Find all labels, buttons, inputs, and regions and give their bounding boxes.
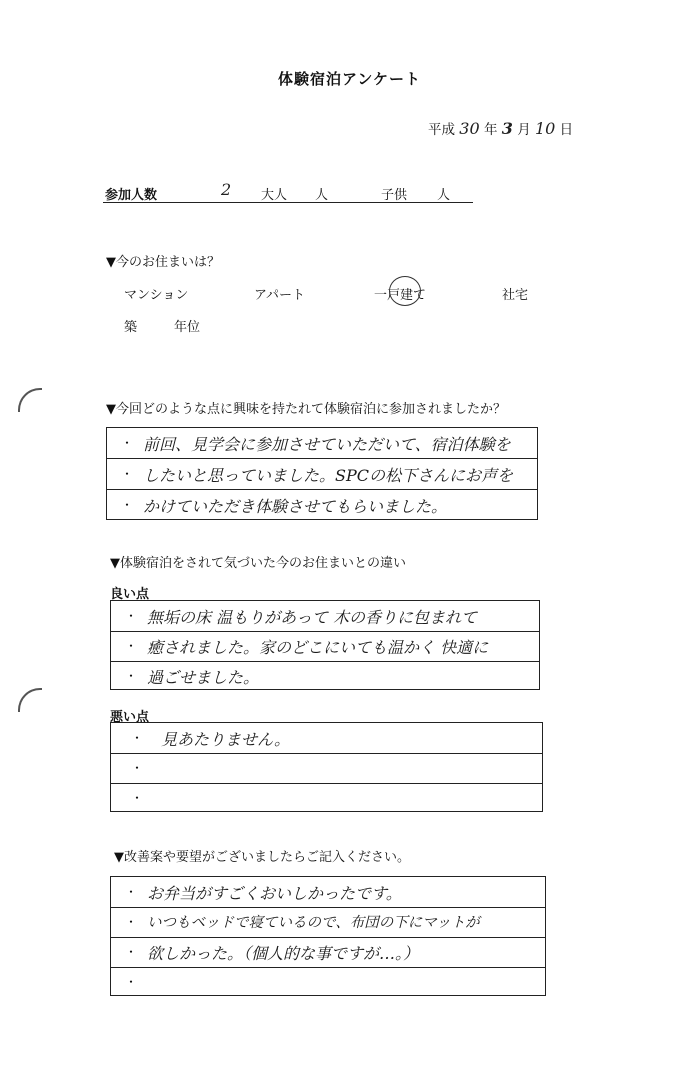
selected-option-circle: [389, 276, 421, 306]
children-label: 子供: [381, 188, 408, 203]
date-month: 3: [501, 119, 513, 138]
answer-text: 過ごせました。: [147, 668, 260, 687]
option-company-house: 社宅: [502, 288, 529, 303]
answer-line: [111, 631, 539, 662]
answer-box-good: [110, 600, 540, 690]
answer-line: [111, 907, 545, 938]
participants-label: 参加人数: [105, 188, 158, 203]
date-day: 10: [534, 119, 556, 138]
bullet: ・: [131, 731, 144, 745]
question-differences: ▼体験宿泊をされて気づいた今のお住まいとの違い: [110, 556, 406, 571]
date-day-unit: 日: [559, 122, 574, 138]
answer-text: 欲しかった。（個人的な事ですが…。）: [147, 944, 420, 963]
answer-line: [107, 459, 537, 490]
question-residence: ▼今のお住まいは？: [106, 255, 220, 270]
good-points-label: 良い点: [110, 587, 150, 602]
answer-line: [111, 753, 542, 784]
page-title: 体験宿泊アンケート: [277, 70, 422, 88]
answer-text: 見あたりません。: [161, 730, 290, 749]
date-year-unit: 年: [483, 122, 498, 138]
answer-line: [111, 601, 539, 632]
bad-points-label: 悪い点: [110, 710, 150, 725]
bullet: ・: [125, 915, 138, 929]
answer-box-requests: [110, 876, 546, 996]
date-year: 30: [459, 119, 480, 138]
answer-line: [107, 490, 537, 521]
answer-text: 無垢の床 温もりがあって 木の香りに包まれて: [147, 608, 478, 627]
bullet: ・: [125, 945, 138, 959]
answer-line: [111, 937, 545, 968]
answer-line: [111, 661, 539, 692]
answer-line: [111, 967, 545, 998]
answer-text: したいと思っていました。SPCの松下さんにお声を: [143, 466, 513, 485]
question-requests: ▼改善案や要望がございましたらご記入ください。: [114, 850, 410, 865]
bullet: ・: [121, 467, 134, 481]
bullet: ・: [125, 975, 138, 989]
answer-text: 癒されました。家のどこにいても温かく 快適に: [147, 638, 489, 657]
answer-text: かけていただき体験させてもらいました。: [143, 497, 448, 516]
building-age-label: 築: [124, 320, 138, 335]
answer-line: [111, 877, 545, 908]
question-interest: ▼今回どのような点に興味を持たれて体験宿泊に参加されましたか？: [106, 402, 506, 417]
bullet: ・: [131, 791, 144, 805]
children-unit: 人: [437, 188, 451, 203]
answer-text: いつもベッドで寝ているので、布団の下にマットが: [147, 915, 480, 931]
date-era: 平成: [428, 122, 455, 138]
option-mansion: マンション: [124, 288, 189, 303]
option-house: 一戸建て: [374, 288, 427, 303]
adults-unit: 人: [315, 188, 329, 203]
bullet: ・: [125, 669, 138, 683]
participants-line: [103, 180, 473, 203]
adults-label: 大人: [261, 188, 288, 203]
hole-punch-mark: [18, 688, 42, 712]
bullet: ・: [121, 498, 134, 512]
answer-line: [107, 428, 537, 459]
answer-box-interest: [106, 427, 538, 520]
answer-box-bad: [110, 722, 543, 812]
building-age-unit: 年位: [174, 320, 201, 335]
date-line: [428, 118, 573, 138]
bullet: ・: [125, 885, 138, 899]
option-apartment: アパート: [254, 288, 305, 303]
bullet: ・: [125, 639, 138, 653]
answer-text: お弁当がすごくおいしかったです。: [147, 884, 402, 903]
hole-punch-mark: [18, 388, 42, 412]
bullet: ・: [121, 436, 134, 450]
bullet: ・: [131, 761, 144, 775]
answer-line: [111, 783, 542, 814]
participants-count: 2: [221, 180, 232, 199]
bullet: ・: [125, 609, 138, 623]
date-month-unit: 月: [517, 122, 531, 138]
answer-line: [111, 723, 542, 754]
answer-text: 前回、見学会に参加させていただいて、宿泊体験を: [143, 435, 511, 454]
